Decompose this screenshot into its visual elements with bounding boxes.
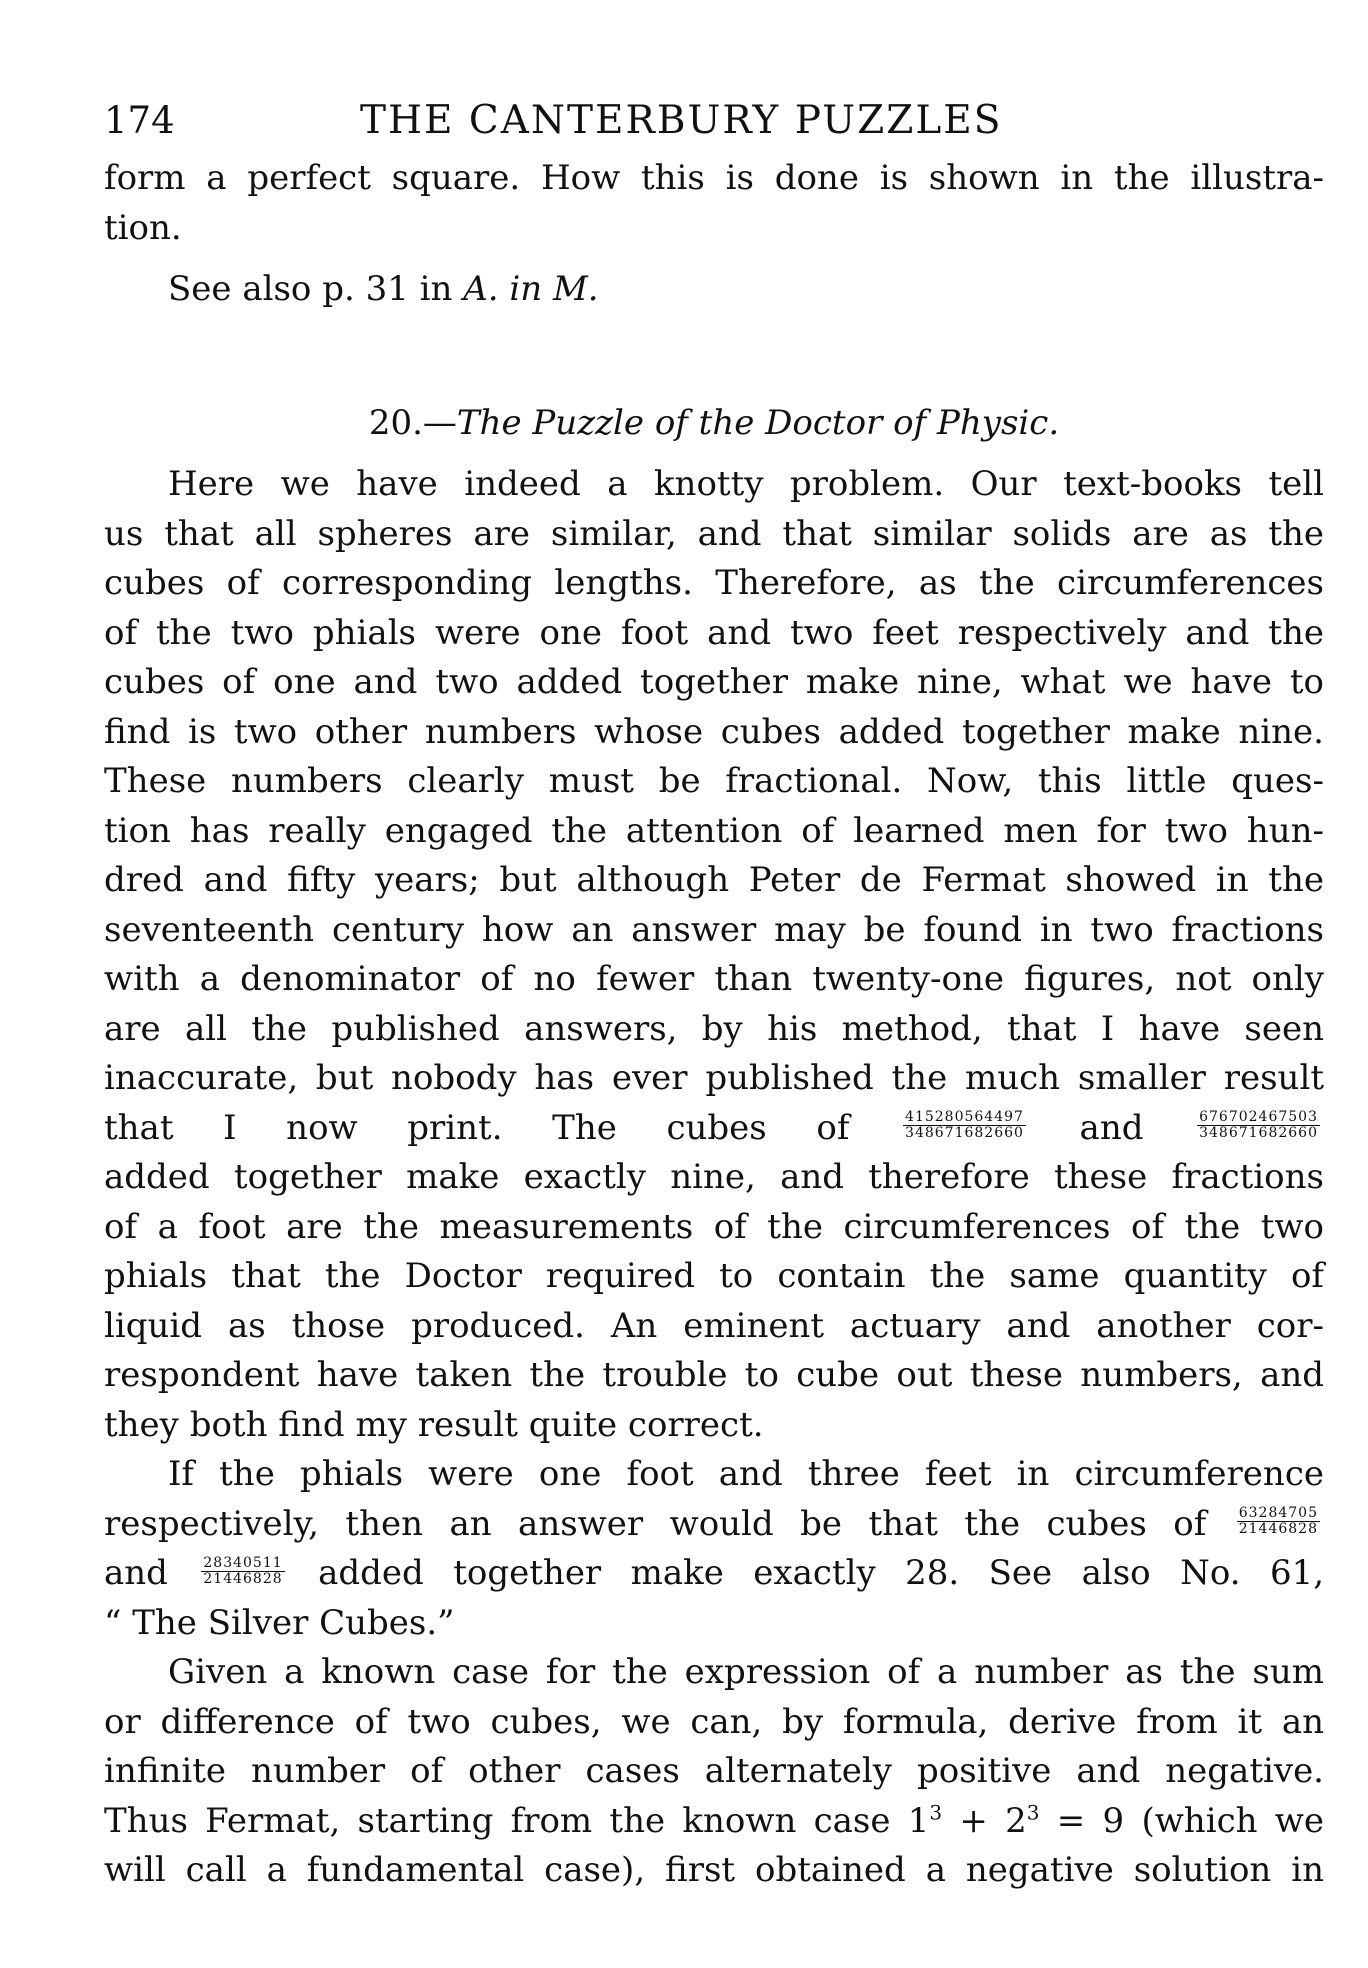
text-line: tion has really engaged the attention of learned men for two hun-	[104, 810, 1324, 851]
text-span: and	[1079, 1107, 1144, 1148]
fraction-numerator: 28340511	[203, 1554, 283, 1571]
text-span: that I now print. The cubes of	[104, 1107, 850, 1148]
running-title: THE CANTERBURY PUZZLES	[360, 98, 1003, 143]
text-line: seventeenth century how an answer may be found in two fractions	[104, 909, 1324, 950]
text-line: phials that the Doctor required to contain the same quantity of	[104, 1256, 1324, 1296]
text-line: Given a known case for the expression of a number as the sum	[168, 1652, 1324, 1692]
fraction-line	[104, 1549, 1324, 1599]
fraction-denominator: 348671682660	[905, 1125, 1024, 1141]
fraction-denominator: 21446828	[203, 1570, 283, 1587]
text-line: form a perfect square. How this is done is shown in the illustra-	[104, 158, 1324, 198]
running-head	[104, 96, 1324, 154]
paragraph-3	[104, 1648, 1324, 1896]
text-line: cubes of one and two added together make nine, what we have to	[104, 662, 1324, 702]
exponent: 3	[929, 1800, 943, 1825]
paragraph-1	[104, 460, 1324, 1450]
cross-reference	[104, 265, 1324, 315]
text-line: infinite number of other cases alternately positive and negative.	[104, 1751, 1324, 1791]
text-line: with a denominator of no fewer than twenty-one figures, not only	[104, 959, 1324, 999]
text-line: respondent have taken the trouble to cube out these numbers, and	[104, 1355, 1324, 1395]
text-span: (which we	[1141, 1800, 1325, 1841]
reference-prefix: See also p. 31 in	[168, 269, 464, 309]
text-span: added together make exactly 28. See also No. 61,	[318, 1553, 1325, 1593]
formula-line	[104, 1797, 1324, 1847]
text-line: liquid as those produced. An eminent actuary and another cor-	[104, 1305, 1324, 1346]
formula-term: 2	[1005, 1800, 1027, 1841]
text-line: are all the published answers, by his method, that I have seen	[104, 1008, 1324, 1049]
text-line: of the two phials were one foot and two feet respectively and the	[104, 612, 1324, 653]
fraction-numerator: 415280564497	[905, 1109, 1024, 1125]
fraction-4	[201, 1556, 284, 1587]
exponent: 3	[1026, 1800, 1040, 1825]
text-span: respectively, then an answer would be that the cubes of	[104, 1503, 1207, 1544]
section-heading	[104, 399, 1324, 449]
text-line: added together make exactly nine, and therefore these fractions	[104, 1157, 1324, 1197]
reference-title: A. in M.	[463, 269, 599, 309]
text-span: and	[104, 1553, 168, 1593]
fraction-numerator: 63284705	[1238, 1505, 1318, 1521]
fraction-line	[104, 1104, 1324, 1154]
fraction-3	[1237, 1506, 1320, 1537]
text-line: If the phials were one foot and three feet in circumference	[168, 1454, 1324, 1494]
text-line: cubes of corresponding lengths. Therefore, as the circumferences	[104, 563, 1324, 603]
text-line: Here we have indeed a knotty problem. Our text-books tell	[168, 464, 1324, 504]
formula-operator: = 9	[1039, 1800, 1142, 1841]
section-title: The Puzzle of the Doctor of Physic.	[456, 402, 1060, 443]
text-line: dred and fifty years; but although Peter de Fermat showed in the	[104, 860, 1324, 900]
paragraph-2	[104, 1450, 1324, 1648]
fraction-2	[1197, 1110, 1320, 1141]
formula-operator: +	[942, 1800, 1006, 1841]
text-line: “ The Silver Cubes.”	[104, 1602, 455, 1643]
text-line: they both find my result quite correct.	[104, 1404, 764, 1445]
section-number: 20.—	[368, 402, 457, 443]
fraction-1	[903, 1110, 1026, 1141]
formula-term: 1	[907, 1800, 930, 1841]
text-line: These numbers clearly must be fractional. Now, this little ques-	[104, 761, 1324, 801]
fraction-line	[104, 1500, 1324, 1550]
text-line: find is two other numbers whose cubes added together make nine.	[104, 711, 1324, 752]
page-number: 174	[104, 99, 175, 142]
fraction-numerator: 676702467503	[1199, 1109, 1318, 1125]
text-line: inaccurate, but nobody has ever published the much smaller result	[104, 1058, 1324, 1098]
book-page	[104, 96, 1324, 1896]
text-line: tion.	[104, 207, 182, 248]
text-line: us that all spheres are similar, and that similar solids are as the	[104, 513, 1324, 554]
text-line: will call a fundamental case), first obtained a negative solution in	[104, 1850, 1324, 1890]
text-line: of a foot are the measurements of the circumferences of the two	[104, 1206, 1324, 1247]
fraction-denominator: 21446828	[1238, 1521, 1318, 1537]
text-line: or difference of two cubes, we can, by formula, derive from it an	[104, 1701, 1324, 1742]
fraction-denominator: 348671682660	[1199, 1125, 1318, 1141]
text-span: Thus Fermat, starting from the known case	[104, 1800, 908, 1841]
